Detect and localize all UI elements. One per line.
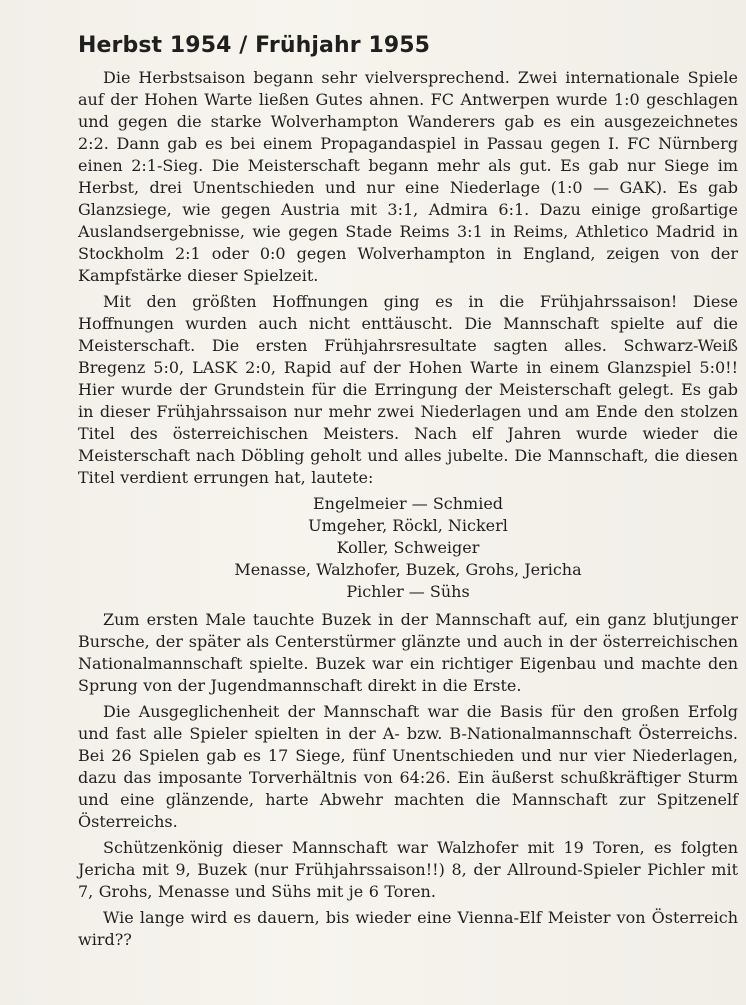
lineup-line: Pichler — Sühs [346,582,470,601]
paragraph-1: Die Herbstsaison begann sehr vielversprechend. Zwei internationale Spiele auf der Hohen Warte ließen Gutes ahnen. FC Antwerpen wurde 1:0 geschlagen und gegen die starke Wolverhampton Wanderers gab es ein ausgezeichnetes 2:2. Dann gab es bei einem Propagandaspiel in Passau gegen I. FC Nürnberg einen 2:1-Sieg. Die Meisterschaft begann mehr als gut. Es gab nur Siege im Herbst, drei Unentschieden und nur eine Niederlage (1:0 — GAK). Es gab Glanzsiege, wie gegen Austria mit 3:1, Admira 6:1. Dazu einige großartige Auslandsergebnisse, wie gegen Stade Reims 3:1 in Reims, Athletico Madrid in Stockholm 2:1 oder 0:0 gegen Wolverhampton in England, zeigen von der Kampfstärke dieser Spielzeit. [78,68,738,285]
lineup-line: Koller, Schweiger [336,538,480,557]
lineup-line: Engelmeier — Schmied [312,494,504,513]
paragraph-2: Mit den größten Hoffnungen ging es in die Frühjahrssaison! Diese Hoffnungen wurden auch nicht enttäuscht. Die Mannschaft spielte auf die Meisterschaft. Die ersten Frühjahrsresultate sagten alles. Schwarz-Weiß Bregenz 5:0, LASK 2:0, Rapid auf der Hohen Warte in einem Glanzspiel 5:0!! Hier wurde der Grundstein für die Erringung der Meisterschaft gelegt. Es gab in dieser Frühjahrssaison nur mehr zwei Niederlagen und am Ende den stolzen Titel des österreichischen Meisters. Nach elf Jahren wurde wieder die Meisterschaft nach Döbling geholt und alles jubelte. Die Mannschaft, die diesen Titel verdient errungen hat, lautete: [78,292,738,487]
team-lineup [78,493,738,603]
article [78,33,738,951]
page-title: Herbst 1954 / Frühjahr 1955 [78,33,431,58]
paragraph-4: Die Ausgeglichenheit der Mannschaft war die Basis für den großen Erfolg und fast alle Spieler spielten in der A- bzw. B-Nationalmannschaft Österreichs. Bei 26 Spielen gab es 17 Siege, fünf Unentschieden und nur vier Niederlagen, dazu das imposante Torverhältnis von 64:26. Ein äußerst schußkräftiger Sturm und eine glänzende, harte Abwehr machten die Mannschaft zur Spitzenelf Österreichs. [78,702,738,831]
paragraph-3: Zum ersten Male tauchte Buzek in der Mannschaft auf, ein ganz blutjunger Bursche, der später als Centerstürmer glänzte und auch in der österreichischen Nationalmannschaft spielte. Buzek war ein richtiger Eigenbau und machte den Sprung von der Jugendmannschaft direkt in die Erste. [78,610,738,695]
lineup-line: Umgeher, Röckl, Nickerl [308,516,508,535]
lineup-line: Menasse, Walzhofer, Buzek, Grohs, Jericha [234,560,582,579]
paragraph-6: Wie lange wird es dauern, bis wieder eine Vienna-Elf Meister von Österreich wird?? [78,908,738,949]
paragraph-5: Schützenkönig dieser Mannschaft war Walzhofer mit 19 Toren, es folgten Jericha mit 9, Buzek (nur Frühjahrssaison!!) 8, der Allround-Spieler Pichler mit 7, Grohs, Menasse und Sühs mit je 6 Toren. [78,838,738,901]
